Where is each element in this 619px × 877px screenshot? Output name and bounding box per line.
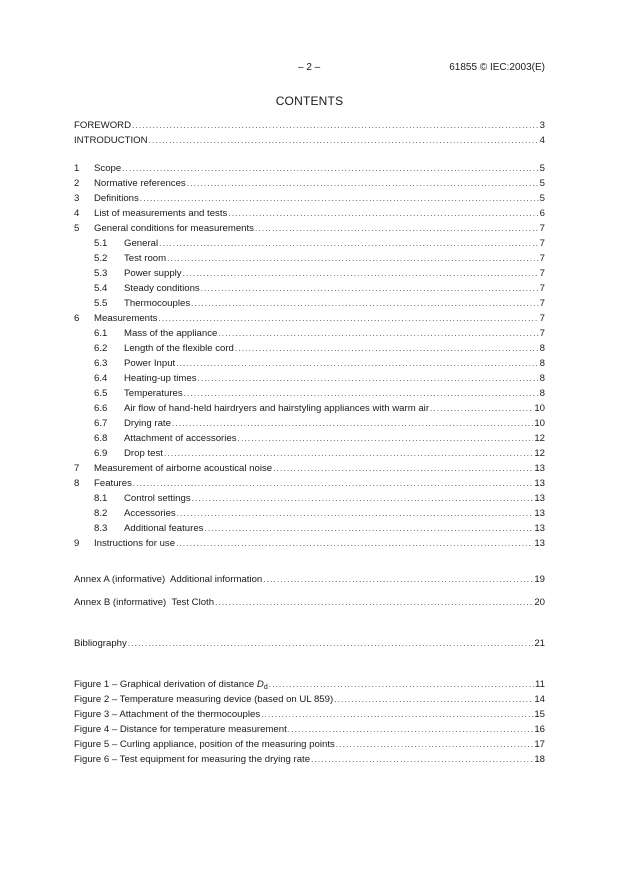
toc-page: 11 xyxy=(535,679,545,690)
toc-label: INTRODUCTION xyxy=(74,135,148,146)
toc-entry-section-6-1[interactable] xyxy=(74,326,545,341)
toc-entry-section-6-9[interactable] xyxy=(74,446,545,461)
toc-entry-section-6-8[interactable] xyxy=(74,431,545,446)
toc-number: 3 xyxy=(74,193,80,204)
dot-leader xyxy=(176,356,538,371)
toc-number: 5.4 xyxy=(94,283,108,294)
toc-entry-section-6-4[interactable] xyxy=(74,371,545,386)
toc-page: 4 xyxy=(539,135,545,146)
toc-page: 8 xyxy=(539,358,545,369)
toc-entry-section-3[interactable] xyxy=(74,191,545,206)
dot-leader xyxy=(334,692,533,707)
toc-page: 12 xyxy=(534,433,545,444)
toc-label: Attachment of accessories xyxy=(124,433,237,444)
toc-page: 13 xyxy=(534,538,545,549)
toc-label: Definitions xyxy=(94,193,139,204)
toc-label: Heating-up times xyxy=(124,373,197,384)
toc-entry-figure-1[interactable] xyxy=(74,677,545,692)
toc-page: 8 xyxy=(539,343,545,354)
toc-label: Power supply xyxy=(124,268,182,279)
toc-label: FOREWORD xyxy=(74,120,132,131)
toc-number: 4 xyxy=(74,208,80,219)
dot-leader xyxy=(122,161,538,176)
toc-label: Measurement of airborne acoustical noise xyxy=(94,463,273,474)
toc-entry-section-6-3[interactable] xyxy=(74,356,545,371)
toc-page: 16 xyxy=(534,724,545,735)
toc-page: 7 xyxy=(539,223,545,234)
toc-page: 7 xyxy=(539,238,545,249)
toc-label: General conditions for measurements xyxy=(94,223,254,234)
dot-leader xyxy=(167,251,539,266)
toc-number: 8 xyxy=(74,478,80,489)
toc-page: 7 xyxy=(539,313,545,324)
toc-entry-section-5-5[interactable] xyxy=(74,296,545,311)
dot-leader xyxy=(430,401,533,416)
toc-entry-figure-5[interactable] xyxy=(74,737,545,752)
toc-entry-section-6-7[interactable] xyxy=(74,416,545,431)
toc-number: 6.3 xyxy=(94,358,108,369)
toc-entry-section-8-1[interactable] xyxy=(74,491,545,506)
dot-leader xyxy=(238,431,534,446)
toc-page: 19 xyxy=(534,574,545,585)
toc-label: Power Input xyxy=(124,358,176,369)
toc-page: 5 xyxy=(539,178,545,189)
toc-entry-section-5-2[interactable] xyxy=(74,251,545,266)
toc-label: Measurements xyxy=(94,313,158,324)
toc-number: 5.2 xyxy=(94,253,108,264)
toc-entry-section-5-4[interactable] xyxy=(74,281,545,296)
dot-leader xyxy=(176,536,533,551)
toc-page: 18 xyxy=(534,754,545,765)
toc-number: 6.2 xyxy=(94,343,108,354)
toc-page: 20 xyxy=(534,597,545,608)
dot-leader xyxy=(336,737,534,752)
toc-label: Test room xyxy=(124,253,167,264)
dot-leader xyxy=(128,636,534,651)
toc-label: Length of the flexible cord xyxy=(124,343,234,354)
page-number: – 2 – xyxy=(298,62,321,73)
dot-leader xyxy=(269,677,534,692)
toc-page: 10 xyxy=(534,418,545,429)
dot-leader xyxy=(191,296,539,311)
toc-page: 13 xyxy=(534,493,545,504)
toc-label: Mass of the appliance xyxy=(124,328,218,339)
toc-entry-figure-3[interactable] xyxy=(74,707,545,722)
toc-entry-annex-b[interactable] xyxy=(74,595,545,610)
toc-label: Bibliography xyxy=(74,638,127,649)
toc-label: Steady conditions xyxy=(124,283,200,294)
dot-leader xyxy=(183,266,539,281)
toc-label: Thermocouples xyxy=(124,298,191,309)
dot-leader xyxy=(133,476,533,491)
toc-page: 7 xyxy=(539,268,545,279)
toc-entry-section-7[interactable] xyxy=(74,461,545,476)
toc-label: Instructions for use xyxy=(94,538,176,549)
toc-number: 8.1 xyxy=(94,493,108,504)
dot-leader xyxy=(255,221,539,236)
toc-entry-bibliography[interactable] xyxy=(74,636,545,651)
toc-label: Features xyxy=(94,478,132,489)
toc-entry-section-8-2[interactable] xyxy=(74,506,545,521)
toc-label: Accessories xyxy=(124,508,176,519)
dot-leader xyxy=(187,176,539,191)
toc-number: 5.3 xyxy=(94,268,108,279)
dot-leader xyxy=(261,707,533,722)
toc-number: 1 xyxy=(74,163,80,174)
dot-leader xyxy=(288,722,534,737)
toc-label: List of measurements and tests xyxy=(94,208,228,219)
toc-label: Figure 4 – Distance for temperature measurement xyxy=(74,724,287,735)
dot-leader xyxy=(198,371,539,386)
distance-symbol: D xyxy=(256,679,264,690)
toc-number: 6.5 xyxy=(94,388,108,399)
toc-entry-section-1[interactable] xyxy=(74,161,545,176)
dot-leader xyxy=(311,752,533,767)
toc-page: 7 xyxy=(539,253,545,264)
toc-number: 2 xyxy=(74,178,80,189)
toc-page: 5 xyxy=(539,193,545,204)
toc-page: 5 xyxy=(539,163,545,174)
toc-label: General xyxy=(124,238,159,249)
toc-entry-section-8-3[interactable] xyxy=(74,521,545,536)
toc-label: Additional features xyxy=(124,523,204,534)
toc-page: 13 xyxy=(534,523,545,534)
toc-page: 7 xyxy=(539,283,545,294)
dot-leader xyxy=(192,491,534,506)
toc-entry-introduction[interactable] xyxy=(74,133,545,148)
toc-number: 7 xyxy=(74,463,80,474)
toc-entry-figure-6[interactable] xyxy=(74,752,545,767)
dot-leader xyxy=(215,595,533,610)
toc-page: 17 xyxy=(534,739,545,750)
toc-entry-figure-4[interactable] xyxy=(74,722,545,737)
toc-entry-section-8[interactable] xyxy=(74,476,545,491)
standard-reference: 61855 © IEC:2003(E) xyxy=(449,62,545,73)
toc-label: Air flow of hand-held hairdryers and hairstyling appliances with warm air xyxy=(124,403,430,414)
toc-label: Figure 6 – Test equipment for measuring the drying rate xyxy=(74,754,311,765)
dot-leader xyxy=(263,572,533,587)
dot-leader xyxy=(201,281,539,296)
toc-label: Figure 5 – Curling appliance, position of the measuring points xyxy=(74,739,335,750)
dot-leader xyxy=(228,206,538,221)
dot-leader xyxy=(218,326,538,341)
table-of-contents xyxy=(74,118,545,767)
toc-number: 6.1 xyxy=(94,328,108,339)
toc-page: 21 xyxy=(534,638,545,649)
dot-leader xyxy=(235,341,539,356)
toc-entry-section-9[interactable] xyxy=(74,536,545,551)
toc-entry-section-2[interactable] xyxy=(74,176,545,191)
toc-entry-figure-2[interactable] xyxy=(74,692,545,707)
toc-number: 9 xyxy=(74,538,80,549)
toc-entry-section-4[interactable] xyxy=(74,206,545,221)
toc-page: 7 xyxy=(539,298,545,309)
dot-leader xyxy=(149,133,539,148)
toc-entry-section-6-5[interactable] xyxy=(74,386,545,401)
toc-page: 13 xyxy=(534,508,545,519)
dot-leader xyxy=(204,521,533,536)
figure-1-caption: Figure 1 – Graphical derivation of distance xyxy=(74,679,257,690)
toc-page: 7 xyxy=(539,328,545,339)
toc-label: Annex B (informative) Test Cloth xyxy=(74,597,215,608)
toc-number: 6.8 xyxy=(94,433,108,444)
contents-title: CONTENTS xyxy=(275,94,344,108)
dot-leader xyxy=(172,416,533,431)
dot-leader xyxy=(184,386,539,401)
toc-page: 3 xyxy=(539,120,545,131)
toc-page: 8 xyxy=(539,388,545,399)
toc-entry-section-6-2[interactable] xyxy=(74,341,545,356)
toc-page: 13 xyxy=(534,478,545,489)
toc-number: 6.4 xyxy=(94,373,108,384)
dot-leader xyxy=(164,446,533,461)
toc-entry-section-6-6[interactable] xyxy=(74,401,545,416)
toc-label: Figure 3 – Attachment of the thermocouples xyxy=(74,709,261,720)
dot-leader xyxy=(159,236,539,251)
dot-leader xyxy=(132,118,539,133)
toc-entry-section-5[interactable] xyxy=(74,221,545,236)
toc-label: Control settings xyxy=(124,493,191,504)
toc-entry-annex-a[interactable] xyxy=(74,572,545,587)
toc-label: Normative references xyxy=(94,178,186,189)
toc-number: 6.7 xyxy=(94,418,108,429)
toc-label: Annex A (informative) Additional information xyxy=(74,574,263,585)
toc-page: 14 xyxy=(534,694,545,705)
toc-page: 8 xyxy=(539,373,545,384)
toc-page: 15 xyxy=(534,709,545,720)
toc-number: 6.9 xyxy=(94,448,108,459)
toc-page: 10 xyxy=(534,403,545,414)
toc-label: Figure 2 – Temperature measuring device (based on UL 859) xyxy=(74,694,334,705)
toc-entry-section-6[interactable] xyxy=(74,311,545,326)
toc-number: 8.2 xyxy=(94,508,108,519)
toc-entry-section-5-1[interactable] xyxy=(74,236,545,251)
toc-label: Drying rate xyxy=(124,418,171,429)
toc-number: 8.3 xyxy=(94,523,108,534)
toc-number: 6.6 xyxy=(94,403,108,414)
page-header xyxy=(74,62,545,76)
toc-entry-foreword[interactable] xyxy=(74,118,545,133)
dot-leader xyxy=(140,191,539,206)
toc-number: 5.5 xyxy=(94,298,108,309)
toc-number: 5 xyxy=(74,223,80,234)
dot-leader xyxy=(177,506,534,521)
toc-page: 12 xyxy=(534,448,545,459)
toc-number: 5.1 xyxy=(94,238,108,249)
dot-leader xyxy=(158,311,538,326)
toc-label: Drop test xyxy=(124,448,163,459)
toc-label: Scope xyxy=(94,163,122,174)
toc-page: 13 xyxy=(534,463,545,474)
toc-label: Temperatures xyxy=(124,388,183,399)
dot-leader xyxy=(273,461,533,476)
toc-number: 6 xyxy=(74,313,80,324)
toc-entry-section-5-3[interactable] xyxy=(74,266,545,281)
toc-page: 6 xyxy=(539,208,545,219)
distance-subscript: d xyxy=(263,684,268,691)
